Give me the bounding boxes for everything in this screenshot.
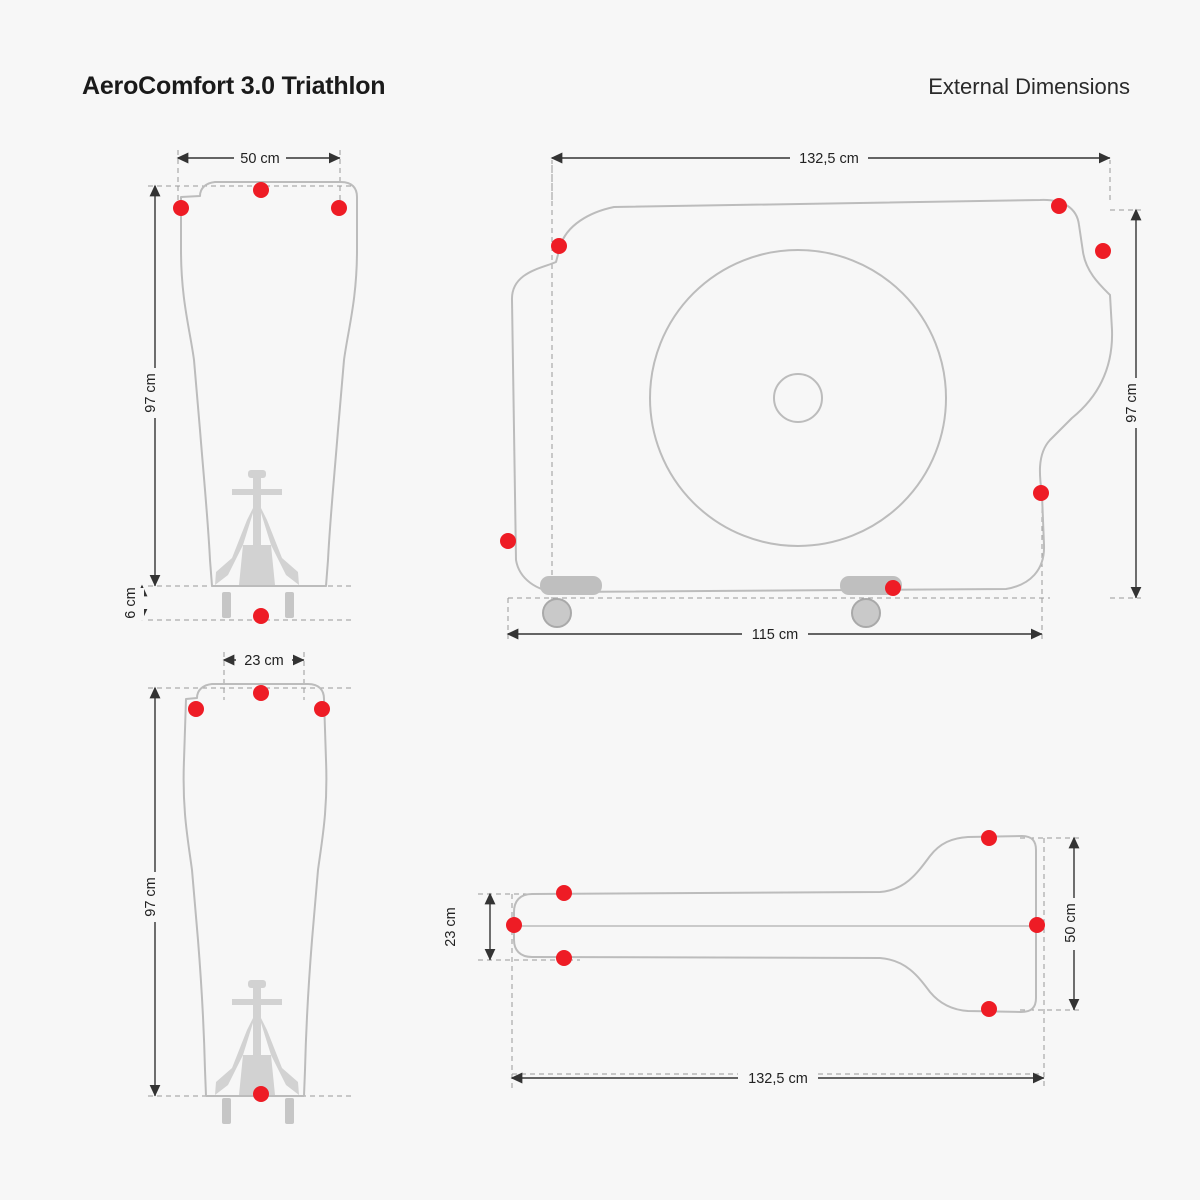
hub-outline <box>774 374 822 422</box>
dimension-height-side-main <box>1124 210 1146 598</box>
view-front-narrow <box>143 650 352 1124</box>
castor-wheels <box>540 576 902 627</box>
wheels-front-narrow <box>222 1098 294 1124</box>
dimension-base-side-main <box>508 624 1042 644</box>
dimension-length-top-view <box>512 1068 1044 1088</box>
dimension-50cm-top-view <box>1063 838 1086 1010</box>
dimension-23cm-top-view <box>440 894 490 960</box>
page-title: AeroComfort 3.0 Triathlon <box>82 72 386 100</box>
view-front-top <box>123 148 357 624</box>
dim-label-50cm-top: 50 cm <box>1063 903 1079 943</box>
case-outline-top-view <box>514 836 1036 1012</box>
dimension-6cm-front-top <box>123 586 144 620</box>
bike-silhouette-front-top <box>215 470 299 585</box>
dim-label-23cm-front: 23 cm <box>244 653 284 669</box>
dim-label-1325cm-top: 132,5 cm <box>748 1071 808 1087</box>
page-subtitle: External Dimensions <box>928 74 1130 99</box>
view-side-main <box>500 148 1146 644</box>
dimension-width-front-narrow <box>224 650 304 670</box>
dim-label-115cm: 115 cm <box>751 627 799 643</box>
marker-points-top-view <box>506 830 1045 1017</box>
marker-points-side-main <box>500 198 1111 596</box>
view-top <box>440 830 1086 1090</box>
dim-label-1325cm-side: 132,5 cm <box>799 151 859 167</box>
dimension-width-side-main <box>552 148 1110 168</box>
dim-label-6cm: 6 cm <box>123 587 139 619</box>
guide-lines-side-main <box>508 160 1141 640</box>
dimension-height-front-top <box>143 186 165 586</box>
bike-silhouette-front-narrow <box>215 980 299 1095</box>
dim-label-97cm-front-top: 97 cm <box>143 373 159 413</box>
dim-label-97cm-side: 97 cm <box>1124 383 1140 423</box>
dim-label-23cm-top: 23 cm <box>443 907 459 947</box>
dim-label-97cm-front-narrow: 97 cm <box>143 877 159 917</box>
dimension-height-front-narrow <box>143 688 165 1096</box>
dimension-width-front-top <box>178 148 340 168</box>
wheel-outline-large <box>650 250 946 546</box>
case-outline-side-main <box>512 200 1112 592</box>
dim-label-50cm-front-top: 50 cm <box>240 151 280 167</box>
